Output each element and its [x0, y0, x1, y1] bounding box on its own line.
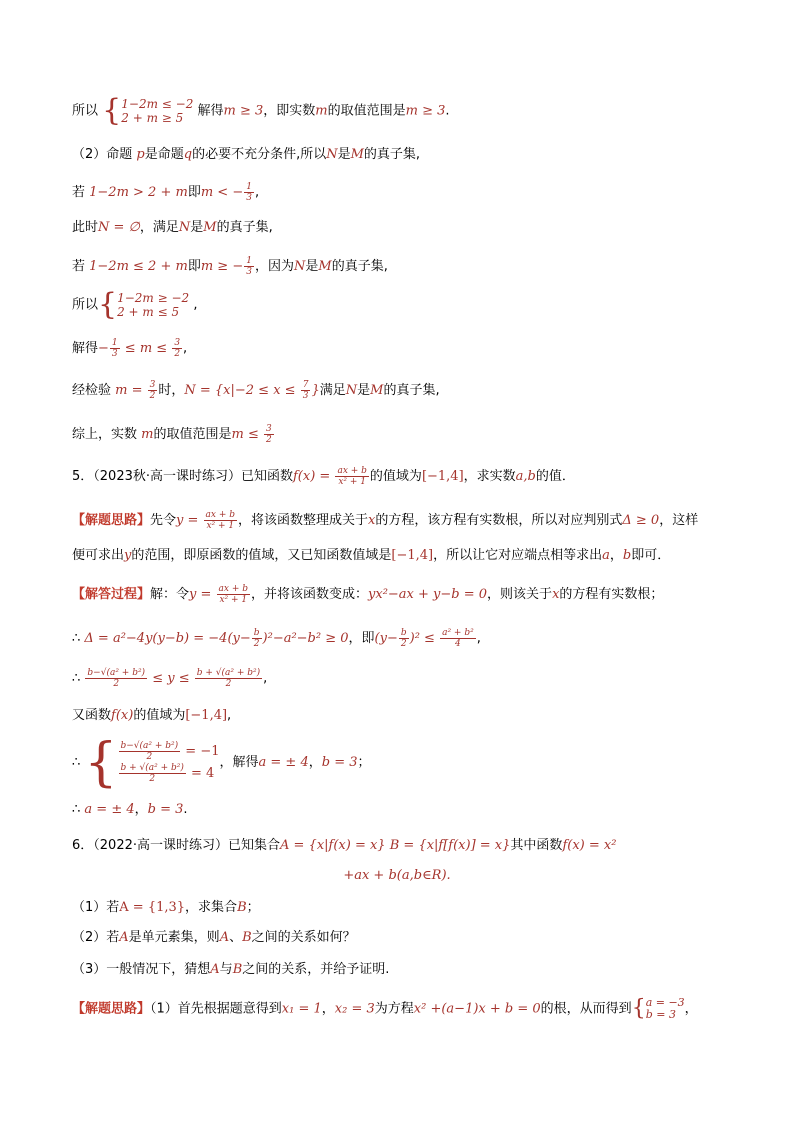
fraction: $\frac{\text{b−√(a² + b²)}}{2}$ [120, 740, 179, 762]
math: N [345, 383, 358, 398]
math: (y− [374, 631, 398, 646]
text: 的取值范围是 [327, 103, 406, 119]
math: B [237, 900, 247, 915]
text: 的值域为 [369, 469, 422, 484]
q5-thought-1 [72, 510, 698, 531]
text: ，即实数 [263, 103, 316, 119]
fraction: $\frac{1}{3}$ [246, 182, 252, 203]
math: p [136, 147, 145, 162]
math: B [232, 962, 243, 977]
fraction: $\frac{\text{b−√(a² + b²)}}{2}$ [87, 668, 146, 689]
text: （1）若 [72, 900, 120, 915]
math: m ≥ 3 [223, 103, 264, 119]
text: 的根，从而得到 [540, 1001, 632, 1017]
text: ， [684, 1001, 698, 1017]
text: 即 [187, 185, 201, 200]
math: m [315, 103, 328, 119]
question-6-cont [0, 866, 794, 886]
text: 是 [190, 220, 204, 235]
q5-step-range [72, 668, 267, 689]
equation-system [118, 741, 220, 785]
text: 即可． [631, 548, 671, 563]
math: x₁ = 1 [281, 1001, 322, 1017]
text: 的范围，即原函数的值域，又已知函数值域是 [131, 548, 392, 563]
text: 的真子集, [383, 383, 440, 398]
fraction: $\frac{7}{3}$ [302, 380, 309, 401]
math: A = {1,3} [119, 900, 186, 915]
math: a = ± 4 [258, 755, 309, 770]
math: f(x) = [293, 469, 335, 484]
text: 若 [72, 259, 90, 274]
equation-system: a = −3 b = 3 [645, 996, 685, 1021]
solution-line-7 [72, 338, 187, 359]
text: 解得 [72, 341, 99, 356]
math: [−1,4] [391, 548, 434, 563]
q5-step-system [72, 732, 371, 793]
math: M [318, 259, 332, 274]
math: A = {x|f(x) = x} [280, 838, 386, 853]
text: ，满足 [139, 220, 179, 235]
text: 是单元素集，则 [128, 930, 220, 945]
math: N [293, 259, 306, 274]
label: 【解题思路】 [72, 513, 151, 528]
text: 的方程有实数根； [559, 587, 664, 602]
math: Δ = a²−4y(y−b) = −4(y− [84, 631, 251, 646]
text: 是 [305, 259, 319, 274]
fraction: $\frac{\text{b + √(a² + b²)}}{2}$ [120, 762, 184, 784]
math: x [368, 513, 376, 528]
text: 若 [72, 185, 90, 200]
text: . [445, 103, 450, 119]
text: 为方程 [374, 1001, 414, 1017]
math: M [370, 383, 384, 398]
text: ，将该函数整理成关于 [238, 513, 369, 528]
text: 即 [187, 259, 201, 274]
question-5 [72, 466, 575, 487]
math: N = ∅ [98, 220, 140, 235]
text: 的值域为 [133, 708, 186, 723]
text: 的必要不充分条件,所以 [192, 147, 327, 162]
text: 此时 [72, 220, 99, 235]
math: m < − [200, 185, 244, 200]
text: 的方程，该方程有实数根，所以对应判别式 [375, 513, 623, 528]
text: , [189, 297, 198, 313]
math: M [203, 220, 217, 235]
text: ，求集合 [185, 900, 238, 915]
text: ， [321, 1001, 335, 1017]
text: 与 [219, 962, 233, 977]
label: 【解题思路】 [72, 1001, 151, 1017]
math: B [242, 930, 252, 945]
q5-step-delta [72, 628, 481, 649]
q6-part-3 [72, 960, 389, 980]
math: a = ± 4 [84, 802, 135, 817]
text: ； [357, 755, 371, 770]
text: , [183, 341, 188, 356]
question-6 [72, 836, 616, 856]
fraction: $\frac{ax + b}{\text{x² + 1}}$ [205, 510, 236, 531]
text: ∴ [72, 671, 85, 686]
math: } [311, 383, 320, 398]
math: )² ≤ [409, 631, 440, 646]
math: N [178, 220, 191, 235]
brace: { [98, 287, 118, 322]
math: a,b [515, 469, 536, 484]
math: ≤ m ≤ [120, 341, 172, 356]
math: +ax + b(a,b∈R). [343, 868, 451, 883]
q6-thought [72, 994, 698, 1024]
math: N [326, 147, 338, 162]
math: N = {x|−2 ≤ x ≤ [184, 383, 300, 398]
math: x² +(a−1)x + b = 0 [413, 1001, 541, 1017]
text: 又函数 [72, 708, 112, 723]
text: ∴ [72, 755, 85, 770]
text: 时， [158, 383, 185, 398]
fraction: $\frac{b}{2}$ [400, 628, 407, 649]
fraction: $\frac{1}{3}$ [246, 256, 252, 277]
math: f(x) [111, 708, 134, 723]
fraction: $\frac{ax + b}{\text{x² + 1}}$ [337, 466, 367, 487]
math: y [124, 548, 132, 563]
q5-answer [72, 800, 188, 820]
math: Δ ≥ 0 [622, 513, 660, 528]
fraction: $\frac{b}{2}$ [253, 628, 260, 649]
fraction: $\frac{\text{b + √(a² + b²)}}{2}$ [196, 668, 261, 689]
math: q [183, 147, 193, 162]
math: x₂ = 3 [334, 1001, 375, 1017]
fraction: $\frac{3}{2}$ [265, 424, 272, 445]
math: 1−2m > 2 + m [89, 185, 188, 200]
text: （3）一般情况下，猜想 [72, 962, 211, 977]
math: b [622, 548, 632, 563]
text: 是命题 [144, 147, 184, 162]
text: 经检验 [72, 383, 116, 398]
text: ， [609, 548, 623, 563]
q6-part-2 [72, 928, 356, 948]
text: 5．（2023秋·高一课时练习）已知函数 [72, 469, 293, 484]
text: （2）若 [72, 930, 120, 945]
text: 便可求出 [72, 548, 125, 563]
math: M [350, 147, 364, 162]
text: 6．（2022·高一课时练习）已知集合 [72, 838, 280, 853]
text: ∴ [72, 802, 85, 817]
math: y = [189, 587, 216, 602]
solution-line-9 [72, 424, 275, 445]
text: ； [246, 900, 260, 915]
math: A [210, 962, 220, 977]
text: . [183, 802, 188, 817]
q5-thought-2 [72, 546, 670, 566]
text: ，所以让它对应端点相等求出 [433, 548, 603, 563]
math: b = 3 [147, 802, 184, 817]
solution-line-6 [72, 287, 198, 322]
text: 满足 [319, 383, 346, 398]
text: 、 [229, 930, 243, 945]
text: 综上，实数 [72, 427, 142, 442]
math: = −1 [181, 743, 220, 759]
solution-line-2 [72, 145, 420, 165]
text: 是 [357, 383, 371, 398]
text: , [476, 631, 481, 646]
text: , [263, 671, 268, 686]
text: 之间的关系如何？ [251, 930, 356, 945]
brace: { [102, 93, 122, 128]
text: ，这样 [659, 513, 699, 528]
text: ∴ [72, 631, 85, 646]
math: [−1,4] [185, 708, 228, 723]
text: 先令 [150, 513, 177, 528]
text: （2）命题 [72, 147, 137, 162]
text: ，解得 [219, 755, 259, 770]
fraction: $\frac{3}{2}$ [174, 338, 181, 359]
math: [−1,4] [421, 469, 464, 484]
fraction: $\frac{3}{2}$ [149, 380, 156, 401]
math: ≤ y ≤ [148, 671, 194, 686]
text: ，并将该函数变成： [251, 587, 369, 602]
q5-process [72, 584, 663, 605]
math: f(x) = x² [562, 838, 617, 853]
text: 的值． [535, 469, 575, 484]
math: b = 3 [321, 755, 358, 770]
text: ，求实数 [463, 469, 516, 484]
math: = 4 [186, 765, 215, 781]
text: ， [134, 802, 148, 817]
math: )²−a²−b² ≥ 0 [262, 631, 349, 646]
q6-part-1 [72, 898, 260, 918]
text: 所以 [72, 297, 99, 313]
math: yx²−ax + y−b = 0 [368, 587, 488, 602]
text: , [227, 708, 232, 723]
fraction: $\frac{1}{3}$ [111, 338, 118, 359]
math: − [98, 341, 109, 356]
text: ， [308, 755, 322, 770]
inequality-system: 1−2m ≤ −2 2 + m ≥ 5 [121, 97, 194, 125]
math: 1−2m ≤ 2 + m [89, 259, 188, 274]
math: m ≥ 3 [405, 103, 446, 119]
text: 之间的关系，并给予证明. [242, 962, 390, 977]
solution-line-1 [72, 93, 450, 128]
text: 的真子集, [216, 220, 273, 235]
text: 的真子集, [363, 147, 421, 162]
math: m = [115, 383, 147, 398]
label: 【解答过程】 [72, 587, 151, 602]
math: a [602, 548, 610, 563]
text: ，则该关于 [487, 587, 553, 602]
text: 其中函数 [510, 838, 563, 853]
text: 是 [337, 147, 351, 162]
fraction: $\frac{ax + b}{\text{x² + 1}}$ [218, 584, 249, 605]
solution-line-3 [72, 182, 259, 203]
math: y = [176, 513, 203, 528]
text: 所以 [72, 103, 99, 119]
text: ，即 [348, 631, 375, 646]
q5-step-range2 [72, 706, 231, 726]
brace: { [84, 732, 118, 793]
text: 的真子集, [331, 259, 388, 274]
math: A [119, 930, 129, 945]
text: ，因为 [254, 259, 294, 274]
math: m ≥ − [200, 259, 244, 274]
math: m [141, 427, 154, 442]
text: 解：令 [150, 587, 190, 602]
math: x [552, 587, 560, 602]
text: （1）首先根据题意得到 [150, 1001, 282, 1017]
math: m ≤ [231, 427, 263, 442]
fraction: $\frac{\text{a² + b²}}{4}$ [442, 628, 474, 649]
math: A [219, 930, 230, 945]
text: 解得 [197, 103, 224, 119]
text: 的取值范围是 [153, 427, 232, 442]
brace: { [631, 996, 646, 1021]
solution-line-8 [72, 380, 440, 401]
text: , [254, 185, 260, 200]
inequality-system: 1−2m ≥ −2 2 + m ≤ 5 [117, 291, 190, 319]
solution-line-5 [72, 256, 388, 277]
solution-line-4 [72, 218, 273, 238]
math: B = {x|f[f(x)] = x} [389, 838, 511, 853]
